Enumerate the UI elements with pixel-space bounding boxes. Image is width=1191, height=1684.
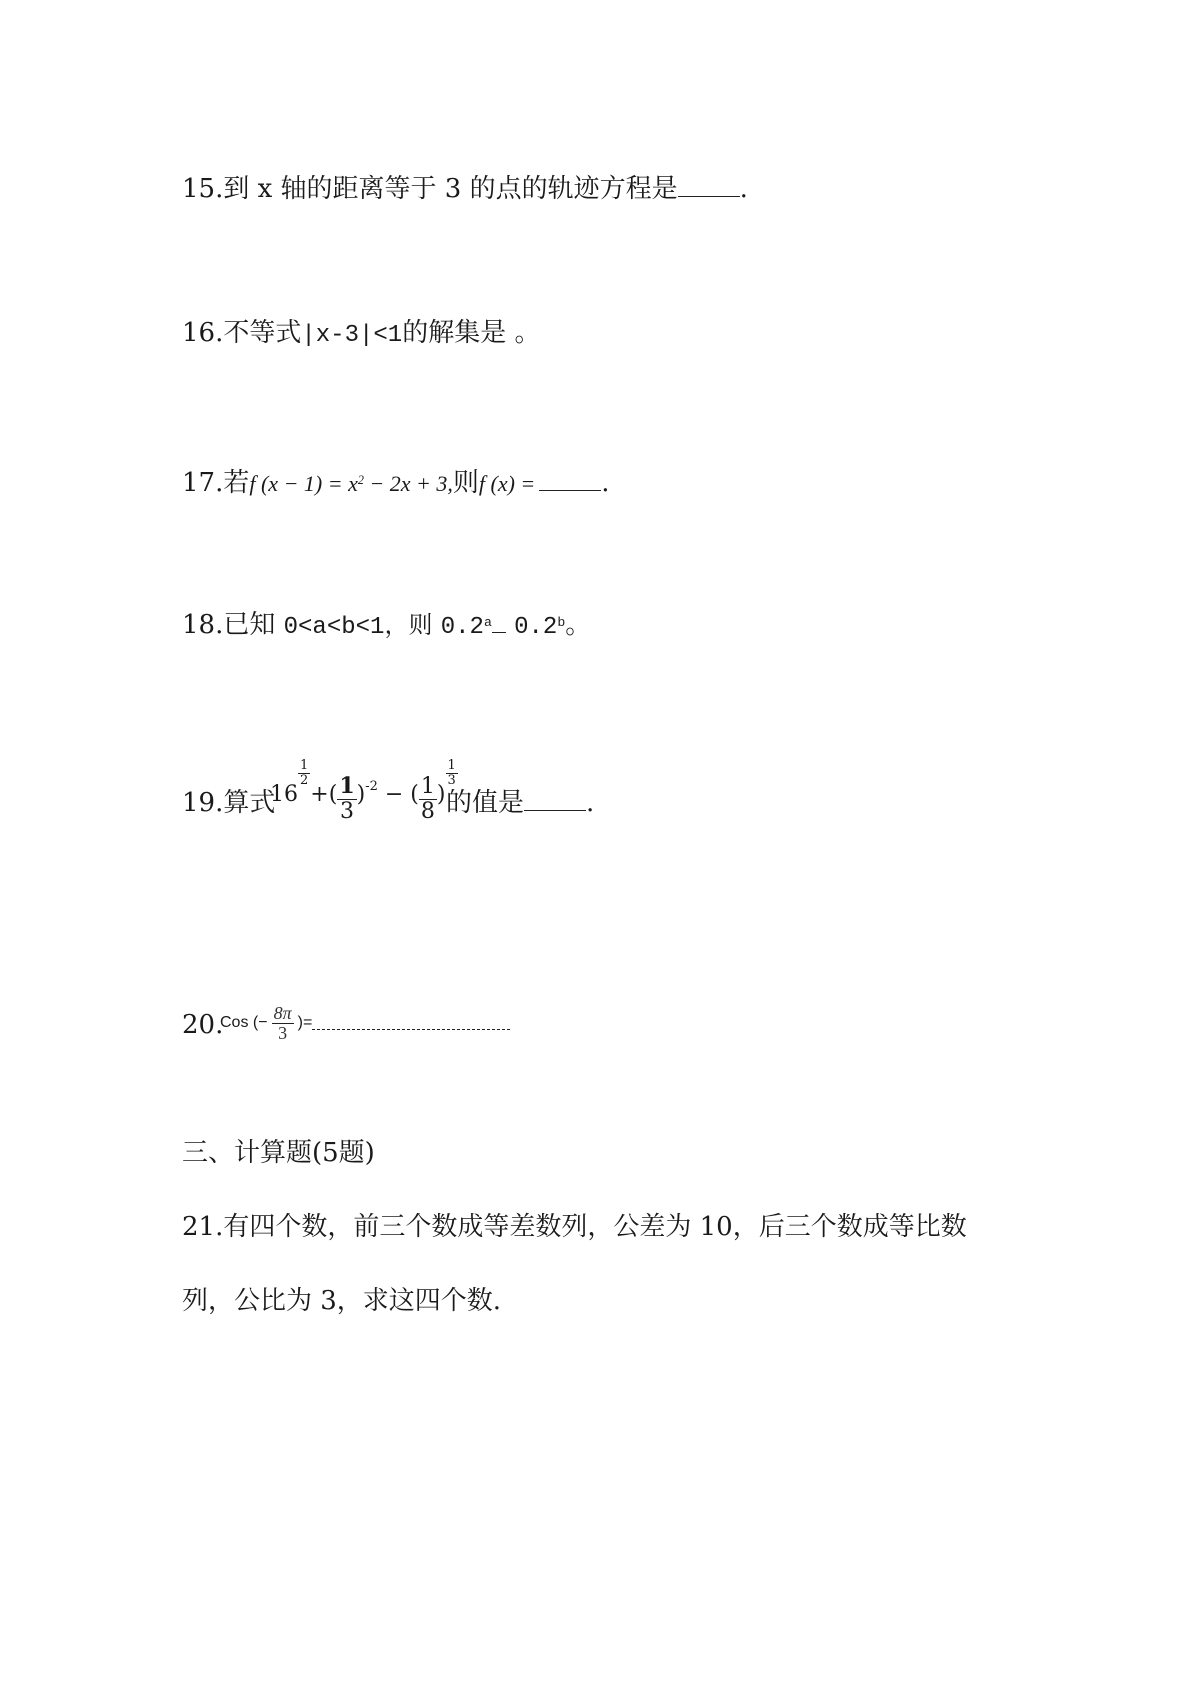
- question-17: [182, 470, 610, 496]
- exp3-num: 1: [447, 757, 456, 773]
- question-17-mid: 则: [452, 468, 479, 498]
- answer-blank: [539, 488, 601, 491]
- exponent-fraction-1: [298, 759, 310, 787]
- f2-num: 1: [339, 773, 355, 800]
- fraction-one-third: [337, 775, 356, 822]
- exp1-num: 1: [300, 757, 309, 773]
- exp3-den: 3: [447, 772, 456, 788]
- exponent-1: a: [483, 614, 492, 630]
- question-19-tail: [446, 790, 594, 816]
- question-21-line-1: 21.有四个数，前三个数成等差数列，公差为 10，后三个数成等比数: [182, 1212, 967, 1242]
- f3-den: 8: [420, 798, 435, 824]
- question-15: [182, 176, 748, 202]
- question-20: [182, 1012, 223, 1038]
- question-15-suffix: .: [739, 174, 748, 204]
- base-16: 16: [270, 782, 298, 807]
- power-expression-1: [441, 614, 492, 641]
- equation-exponent: 2: [357, 473, 364, 488]
- inequality-expression: |x-3|<1: [301, 322, 403, 349]
- question-16-suffix: 的解集是 。: [402, 318, 541, 348]
- exp1-den: 2: [300, 772, 309, 788]
- close-paren-2: ): [436, 782, 446, 807]
- f3-num: 1: [420, 774, 435, 800]
- cos-function: Cos (−: [220, 1014, 268, 1032]
- question-19-text: 19.算式: [182, 788, 276, 818]
- f2-den: 3: [339, 798, 354, 824]
- fraction-8pi-over-3: [272, 1004, 294, 1043]
- section-heading: 三、计算题(5题): [182, 1138, 375, 1168]
- exponent-2: b: [557, 614, 566, 630]
- function-equation: [249, 471, 453, 496]
- equation-lhs: f (x − 1) = x: [249, 471, 358, 496]
- answer-blank: [524, 808, 586, 811]
- base-1: 0.2: [440, 614, 484, 641]
- question-17-suffix: .: [601, 468, 610, 498]
- answer-blank: [678, 194, 740, 197]
- question-15-text: 15.到 x 轴的距离等于 3 的点的轨迹方程是: [182, 174, 678, 204]
- question-18: [182, 612, 591, 640]
- plus-open: +(: [310, 782, 338, 807]
- q20-num: 8π: [273, 1003, 292, 1023]
- power-expression-2: [514, 614, 565, 641]
- question-17-text: 17.若: [182, 468, 250, 498]
- comparison-blank: [492, 630, 506, 633]
- question-18-text: 18.已知: [182, 610, 276, 640]
- cos-close: )=: [297, 1014, 313, 1032]
- exponent-neg2: -2: [365, 778, 378, 794]
- fraction-one-eighth: [419, 775, 437, 822]
- condition-text: 0<a<b<1，则: [283, 614, 433, 641]
- equation-rhs: − 2x + 3,: [363, 471, 453, 496]
- close-paren: ): [356, 782, 366, 807]
- answer-blank: [312, 1027, 510, 1030]
- arithmetic-expression: [270, 752, 458, 828]
- function-value: f (x) =: [478, 471, 536, 496]
- question-18-suffix: 。: [565, 610, 592, 640]
- minus-open: − (: [377, 782, 419, 807]
- question-16: [182, 320, 540, 348]
- q20-den: 3: [278, 1022, 288, 1043]
- question-16-text: 16.不等式: [182, 318, 302, 348]
- exponent-fraction-3: [446, 759, 458, 787]
- cosine-expression: [220, 1004, 510, 1043]
- question-21-line-2: 列，公比为 3，求这四个数.: [182, 1286, 502, 1316]
- base-2: 0.2: [514, 614, 558, 641]
- question-19-end: .: [586, 788, 595, 818]
- question-20-label: 20.: [182, 1010, 224, 1040]
- question-19-suffix: 的值是: [446, 788, 525, 818]
